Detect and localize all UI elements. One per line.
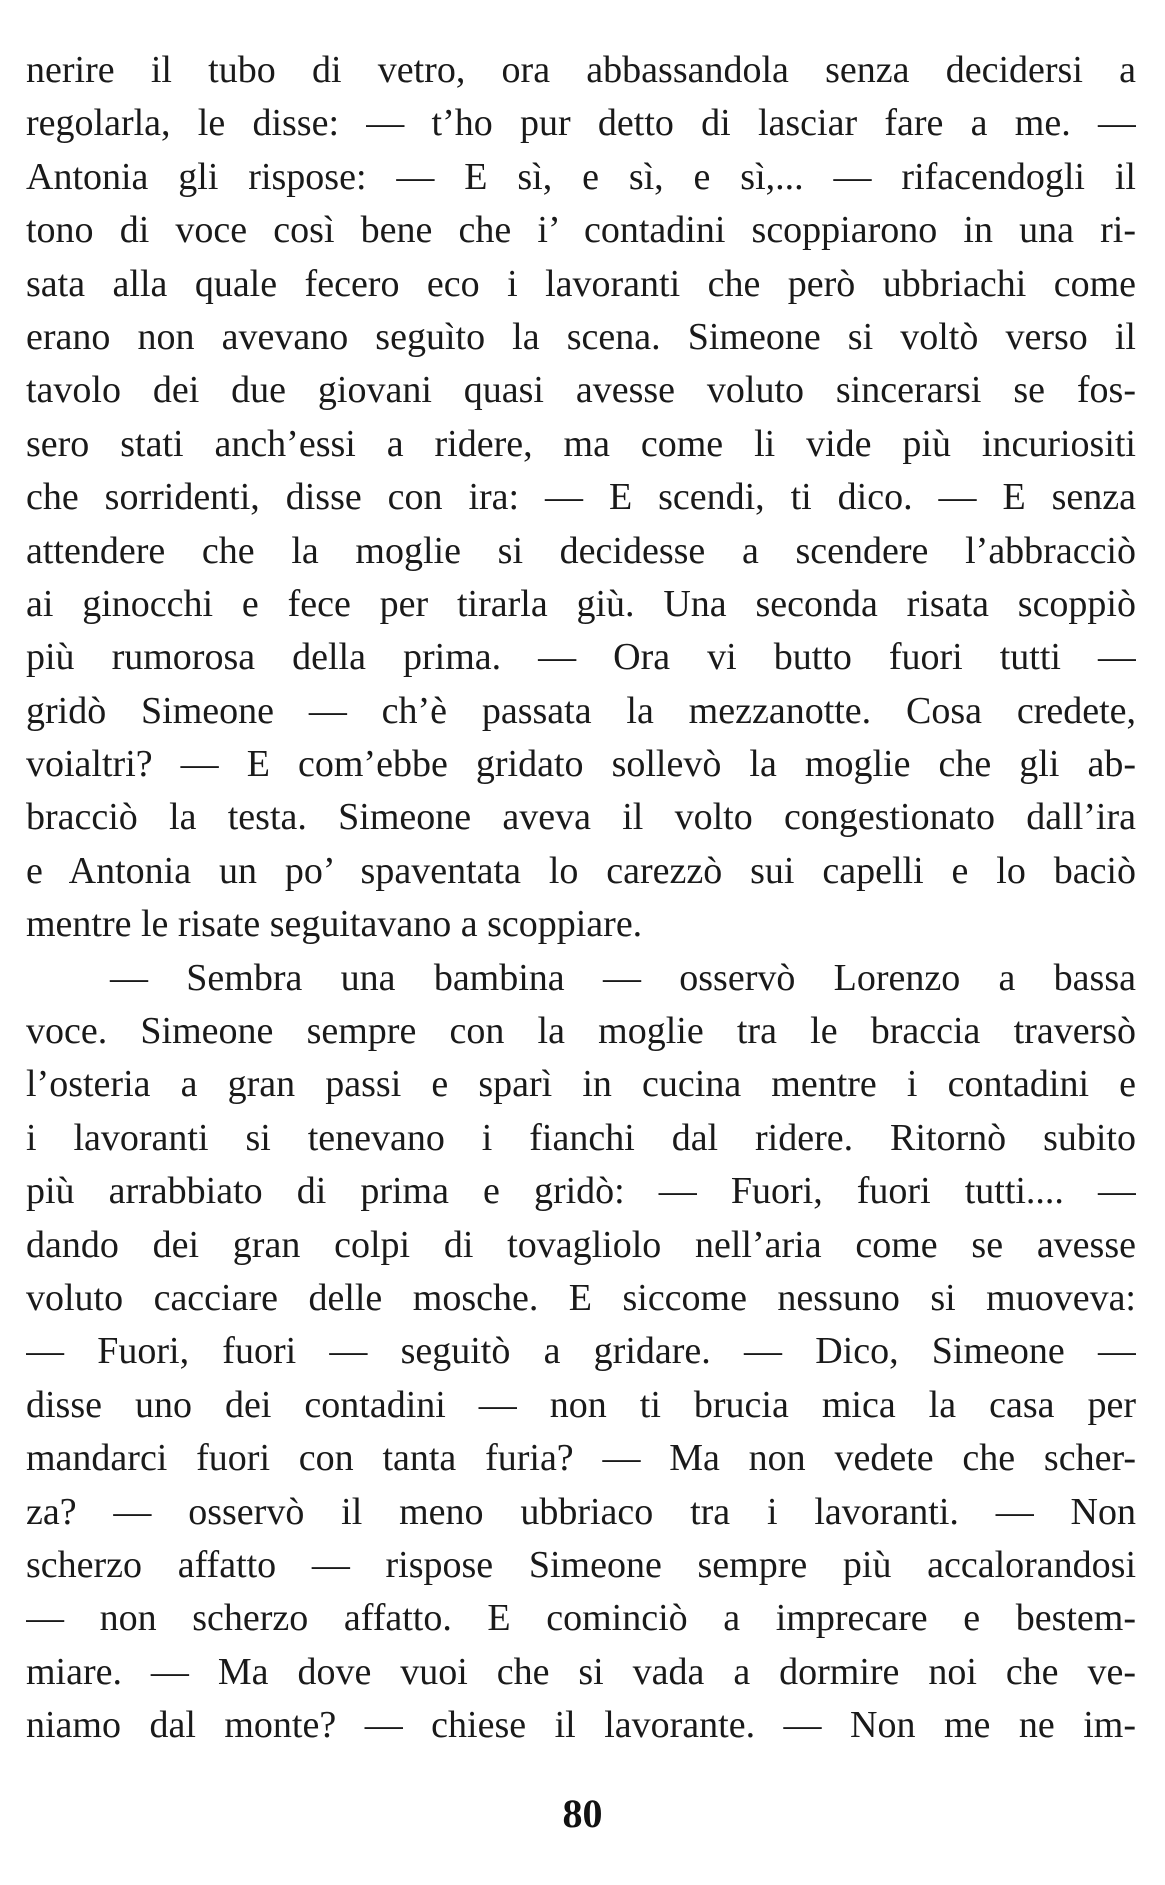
text-line: dando dei gran colpi di tovagliolo nell’aria come se avesse [26,1223,1136,1266]
text-line: tavolo dei due giovani quasi avesse voluto sincerarsi se fos- [26,369,1136,412]
text-line: voialtri? — E com’ebbe gridato sollevò la moglie che gli ab- [26,743,1136,786]
text-line: sata alla quale fecero eco i lavoranti che però ubbriachi come [26,262,1136,305]
text-line: voce. Simeone sempre con la moglie tra le braccia traversò [26,1010,1136,1053]
text-line: più arrabbiato di prima e gridò: — Fuori, fuori tutti.... — [26,1170,1136,1213]
text-line: — Sembra una bambina — osservò Lorenzo a bassa [110,956,1136,999]
text-line: regolarla, le disse: — t’ho pur detto di lasciar fare a me. — [26,102,1136,145]
text-line: gridò Simeone — ch’è passata la mezzanotte. Cosa credete, [26,689,1136,732]
text-line: niamo dal monte? — chiese il lavorante. — Non me ne im- [26,1704,1136,1747]
text-line: erano non avevano seguìto la scena. Simeone si voltò verso il [26,315,1136,358]
text-line: bracciò la testa. Simeone aveva il volto congestionato dall’ira [26,796,1136,839]
text-line: Antonia gli rispose: — E sì, e sì, e sì,... — rifacendogli il [26,155,1136,198]
body-text [26,44,1136,1753]
text-line: ai ginocchi e fece per tirarla giù. Una seconda risata scoppiò [26,582,1136,625]
text-line: l’osteria a gran passi e sparì in cucina mentre i contadini e [26,1063,1136,1106]
text-line: i lavoranti si tenevano i fianchi dal ridere. Ritornò subito [26,1116,1136,1159]
text-line: mandarci fuori con tanta furia? — Ma non vedete che scher- [26,1437,1136,1480]
text-line: mentre le risate seguitavano a scoppiare. [26,903,643,946]
text-line: attendere che la moglie si decidesse a scendere l’abbracciò [26,529,1136,572]
text-line: — Fuori, fuori — seguitò a gridare. — Dico, Simeone — [26,1330,1136,1373]
text-line: disse uno dei contadini — non ti brucia mica la casa per [26,1383,1136,1426]
text-line: za? — osservò il meno ubbriaco tra i lavoranti. — Non [26,1490,1136,1533]
text-line: voluto cacciare delle mosche. E siccome nessuno si muoveva: [26,1276,1136,1319]
text-line: e Antonia un po’ spaventata lo carezzò sui capelli e lo baciò [26,849,1136,892]
text-line: sero stati anch’essi a ridere, ma come li vide più incuriositi [26,422,1136,465]
page-number: 80 [562,1791,603,1836]
text-line: nerire il tubo di vetro, ora abbassandola senza decidersi a [26,49,1136,91]
text-line: che sorridenti, disse con ira: — E scendi, ti dico. — E senza [26,476,1136,519]
text-line: — non scherzo affatto. E cominciò a imprecare e bestem- [26,1597,1136,1640]
text-line: scherzo affatto — rispose Simeone sempre più accalorandosi [26,1543,1136,1586]
text-line: tono di voce così bene che i’ contadini scoppiarono in una ri- [26,209,1136,252]
text-line: miare. — Ma dove vuoi che si vada a dormire noi che ve- [26,1650,1136,1693]
text-line: più rumorosa della prima. — Ora vi butto fuori tutti — [26,636,1136,679]
